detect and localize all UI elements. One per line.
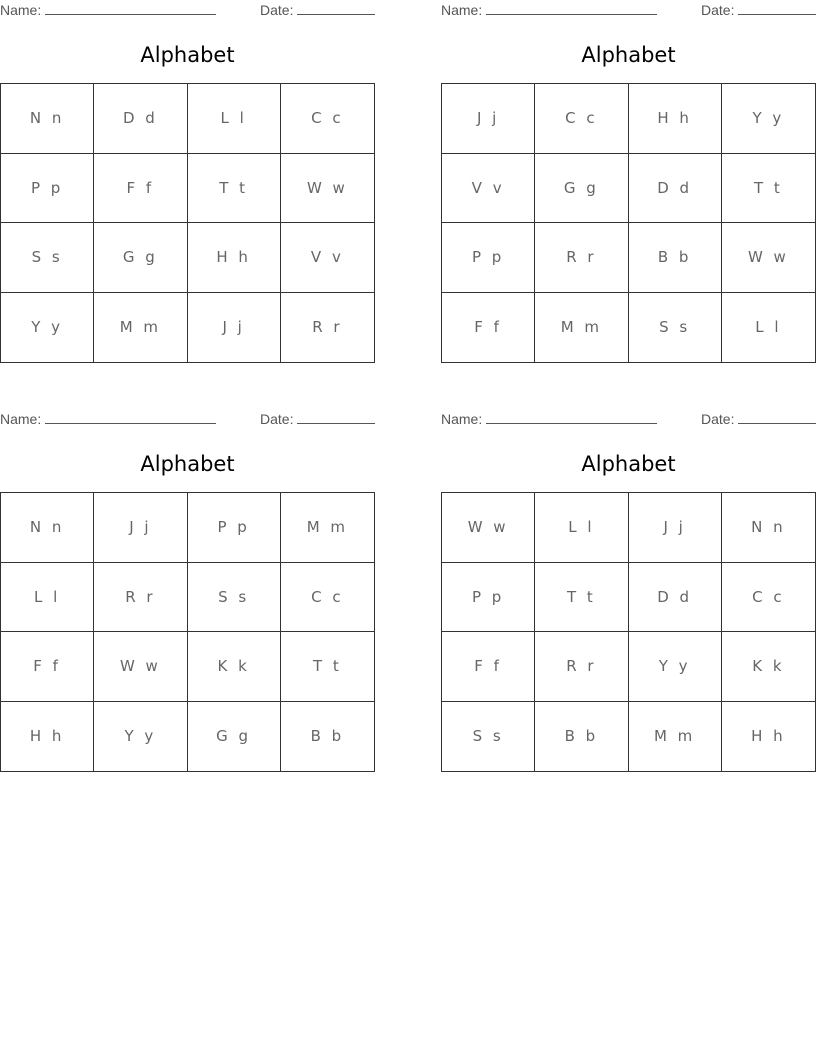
grid-cell: K k [188,632,281,702]
grid-cell: B b [629,223,722,293]
grid-cell: S s [629,293,722,363]
date-blank-line[interactable] [297,2,375,15]
grid-cell: P p [1,154,94,224]
grid-cell: J j [629,493,722,563]
grid-cell: C c [722,563,815,633]
name-field[interactable] [441,411,657,427]
grid-cell: P p [442,223,535,293]
date-blank-line[interactable] [738,2,816,15]
grid-cell: T t [281,632,374,702]
grid-cell: F f [1,632,94,702]
date-label: Date: [260,2,294,18]
card-title: Alphabet [140,43,235,67]
name-blank-line[interactable] [45,411,216,424]
card-title: Alphabet [581,43,676,67]
grid-cell: L l [535,493,628,563]
card-header [441,409,816,429]
name-blank-line[interactable] [45,2,216,15]
grid-cell: L l [755,318,782,337]
grid-cell: J j [442,84,535,154]
name-label: Name: [0,2,42,18]
grid-cell: M m [281,493,374,563]
grid-cell: M m [94,293,187,363]
grid-cell: Y y [722,84,815,154]
grid-cell: L l [1,563,94,633]
grid-cell: W w [94,632,187,702]
date-blank-line[interactable] [297,411,375,424]
grid-cell: H h [1,702,94,772]
grid-cell: B b [310,727,345,746]
name-field[interactable] [441,2,657,18]
grid-cell: T t [535,563,628,633]
grid-cell: M m [535,293,628,363]
grid-cell: P p [442,563,535,633]
grid-cell: T t [722,154,815,224]
grid-cell: H h [629,84,722,154]
bingo-card-2 [441,0,816,337]
grid-cell: N n [722,493,815,563]
name-label: Name: [441,411,483,427]
card-title: Alphabet [581,452,676,476]
grid-cell: Y y [94,702,187,772]
grid-cell: B b [535,702,628,772]
letter-grid [441,492,816,772]
grid-cell: L l [188,84,281,154]
grid-cell: G g [94,223,187,293]
grid-cell: S s [442,702,535,772]
date-field[interactable] [701,2,816,18]
date-field[interactable] [260,2,375,18]
grid-cell: F f [94,154,187,224]
grid-cell: D d [94,84,187,154]
card-title: Alphabet [140,452,235,476]
date-field[interactable] [260,411,375,427]
grid-cell: R r [312,318,343,337]
grid-cell: C c [281,84,374,154]
grid-cell: Y y [1,293,94,363]
name-blank-line[interactable] [486,2,657,15]
letter-grid [441,83,816,363]
date-blank-line[interactable] [738,411,816,424]
card-header [441,0,816,20]
grid-cell: G g [535,154,628,224]
grid-cell: T t [188,154,281,224]
date-label: Date: [701,411,735,427]
grid-cell: F f [442,632,535,702]
grid-cell: M m [629,702,722,772]
card-header [0,409,375,429]
grid-cell: C c [281,563,374,633]
letter-grid [0,492,375,772]
grid-cell: H h [751,727,786,746]
grid-cell: P p [188,493,281,563]
name-label: Name: [0,411,42,427]
grid-cell: D d [629,563,722,633]
grid-cell: S s [1,223,94,293]
grid-cell: V v [442,154,535,224]
grid-cell: W w [722,223,815,293]
grid-cell: H h [188,223,281,293]
grid-cell: J j [188,293,281,363]
grid-cell: D d [629,154,722,224]
name-label: Name: [441,2,483,18]
grid-cell: R r [535,632,628,702]
grid-cell: F f [442,293,535,363]
bingo-card-1 [0,0,375,337]
grid-cell: J j [94,493,187,563]
card-header [0,0,375,20]
grid-cell: R r [535,223,628,293]
date-label: Date: [701,2,735,18]
letter-grid [0,83,375,363]
date-label: Date: [260,411,294,427]
grid-cell: W w [442,493,535,563]
grid-cell: V v [281,223,374,293]
grid-cell: N n [1,493,94,563]
bingo-card-3 [0,409,375,746]
bingo-card-4 [441,409,816,746]
name-field[interactable] [0,411,216,427]
grid-cell: S s [188,563,281,633]
grid-cell: Y y [629,632,722,702]
grid-cell: K k [722,632,815,702]
grid-cell: R r [94,563,187,633]
grid-cell: C c [535,84,628,154]
name-field[interactable] [0,2,216,18]
date-field[interactable] [701,411,816,427]
grid-cell: N n [1,84,94,154]
name-blank-line[interactable] [486,411,657,424]
grid-cell: G g [188,702,281,772]
grid-cell: W w [281,154,374,224]
